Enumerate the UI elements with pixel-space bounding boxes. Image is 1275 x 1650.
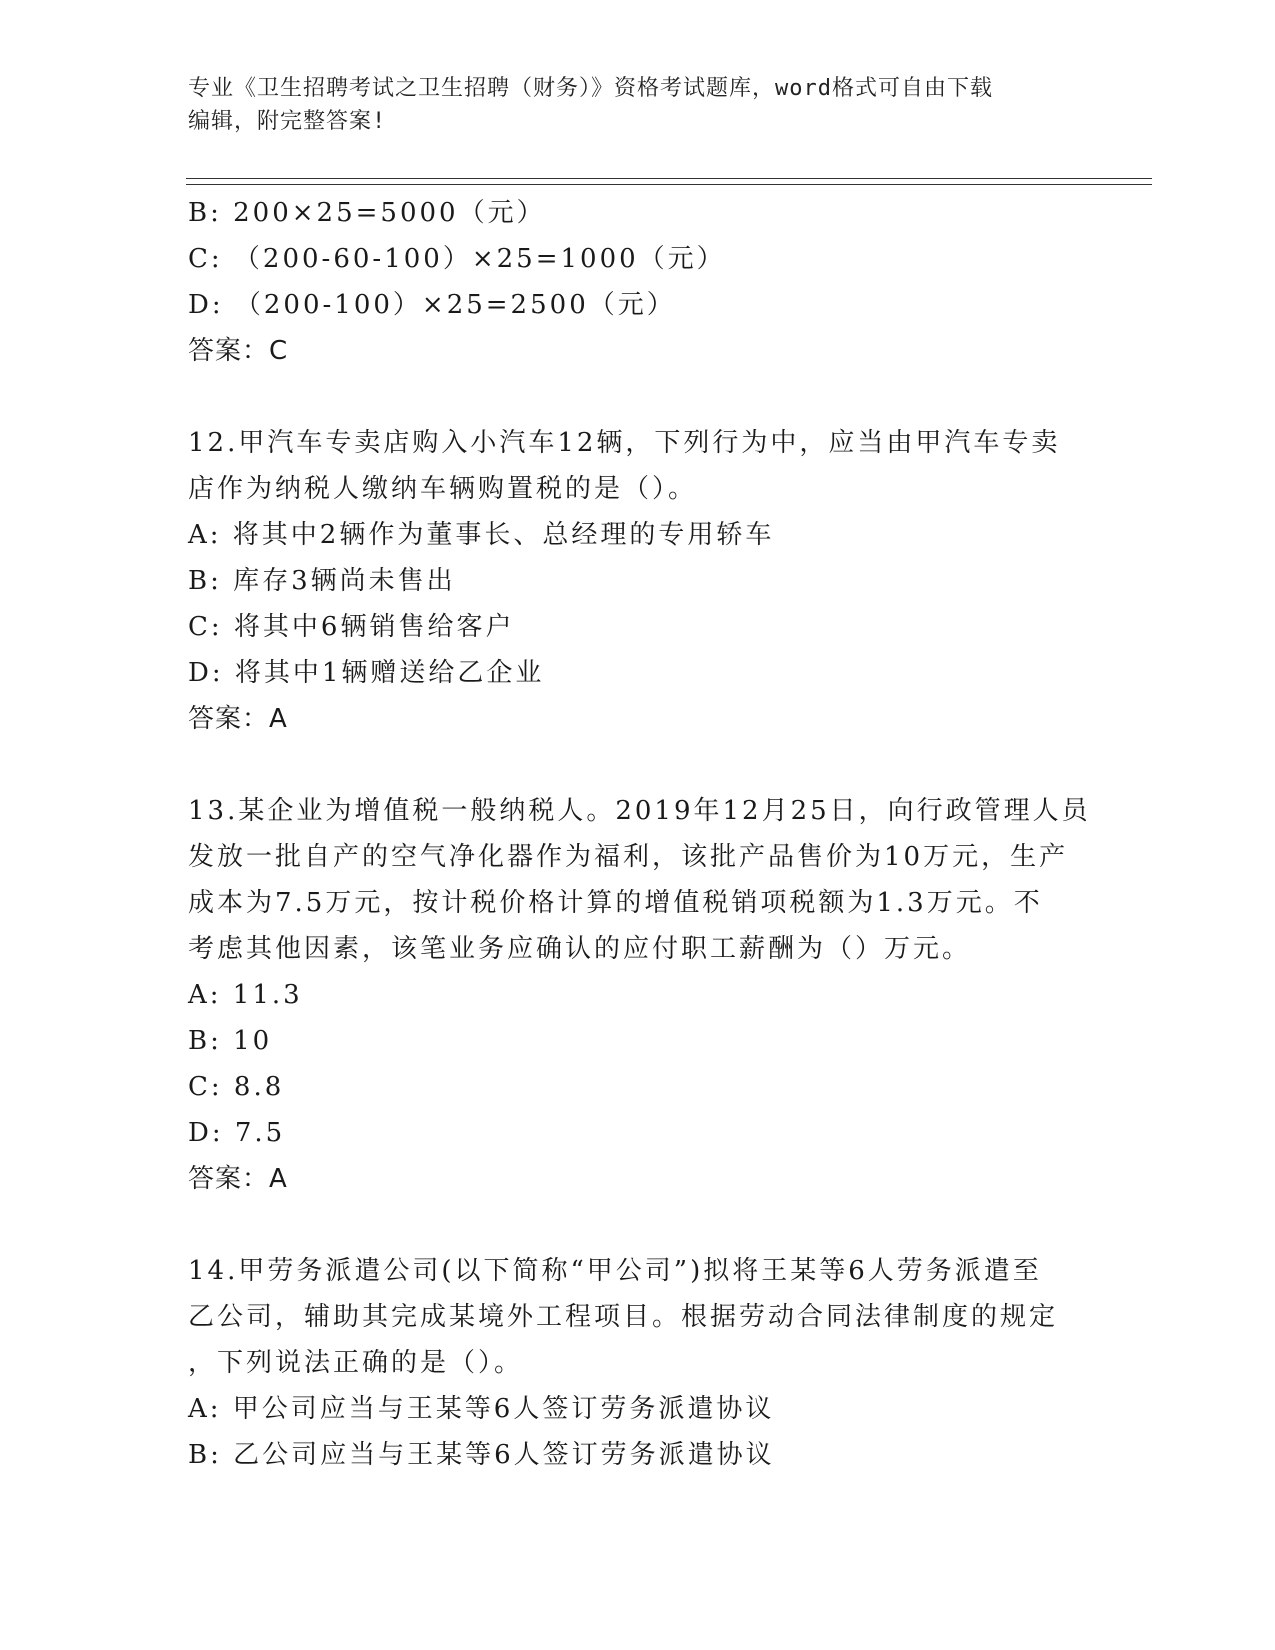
option-d: D: （200-100）×25=2500（元） xyxy=(188,290,676,320)
document-header xyxy=(188,72,1088,138)
option-c: C: （200-60-100）×25=1000（元） xyxy=(188,244,726,274)
header-rule-top xyxy=(186,178,1152,179)
answer-label: 答案：A xyxy=(188,704,288,734)
answer-label: 答案：C xyxy=(188,336,289,366)
question-stem: 发放一批自产的空气净化器作为福利，该批产品售价为10万元，生产 xyxy=(188,842,1069,872)
option-a: A: 将其中2辆作为董事长、总经理的专用轿车 xyxy=(188,520,775,550)
option-b: B: 乙公司应当与王某等6人签订劳务派遣协议 xyxy=(188,1440,775,1470)
option-c: C: 将其中6辆销售给客户 xyxy=(188,612,515,642)
header-rule-bottom xyxy=(186,184,1152,185)
option-a: A: 11.3 xyxy=(188,980,303,1010)
option-d: D: 7.5 xyxy=(188,1118,286,1148)
question-12 xyxy=(188,420,1088,742)
question-11-tail xyxy=(188,190,1088,374)
header-line-1: 专业《卫生招聘考试之卫生招聘（财务）》资格考试题库，word格式可自由下载 xyxy=(188,76,993,101)
header-line-2: 编辑，附完整答案! xyxy=(188,109,387,134)
option-d: D: 将其中1辆赠送给乙企业 xyxy=(188,658,545,688)
question-stem: 14.甲劳务派遣公司(以下简称“甲公司”)拟将王某等6人劳务派遣至 xyxy=(188,1256,1042,1286)
question-stem: 考虑其他因素，该笔业务应确认的应付职工薪酬为（）万元。 xyxy=(188,934,972,964)
question-stem: 13.某企业为增值税一般纳税人。2019年12月25日，向行政管理人员 xyxy=(188,796,1091,826)
option-a: A: 甲公司应当与王某等6人签订劳务派遣协议 xyxy=(188,1394,775,1424)
option-c: C: 8.8 xyxy=(188,1072,285,1102)
spacer xyxy=(188,1202,1088,1248)
question-stem: 乙公司，辅助其完成某境外工程项目。根据劳动合同法律制度的规定 xyxy=(188,1302,1059,1332)
option-b: B: 10 xyxy=(188,1026,273,1056)
question-stem: 12.甲汽车专卖店购入小汽车12辆，下列行为中，应当由甲汽车专卖 xyxy=(188,428,1061,458)
answer-label: 答案：A xyxy=(188,1164,288,1194)
question-13 xyxy=(188,788,1091,1202)
question-content xyxy=(188,190,1091,1478)
spacer xyxy=(188,742,1088,788)
option-b: B: 200×25=5000（元） xyxy=(188,198,546,228)
spacer xyxy=(188,374,1088,420)
question-14 xyxy=(188,1248,1088,1478)
option-b: B: 库存3辆尚未售出 xyxy=(188,566,456,596)
question-stem: 成本为7.5万元，按计税价格计算的增值税销项税额为1.3万元。不 xyxy=(188,888,1043,918)
question-stem: ，下列说法正确的是（）。 xyxy=(188,1348,524,1378)
question-stem: 店作为纳税人缴纳车辆购置税的是（）。 xyxy=(188,474,698,504)
